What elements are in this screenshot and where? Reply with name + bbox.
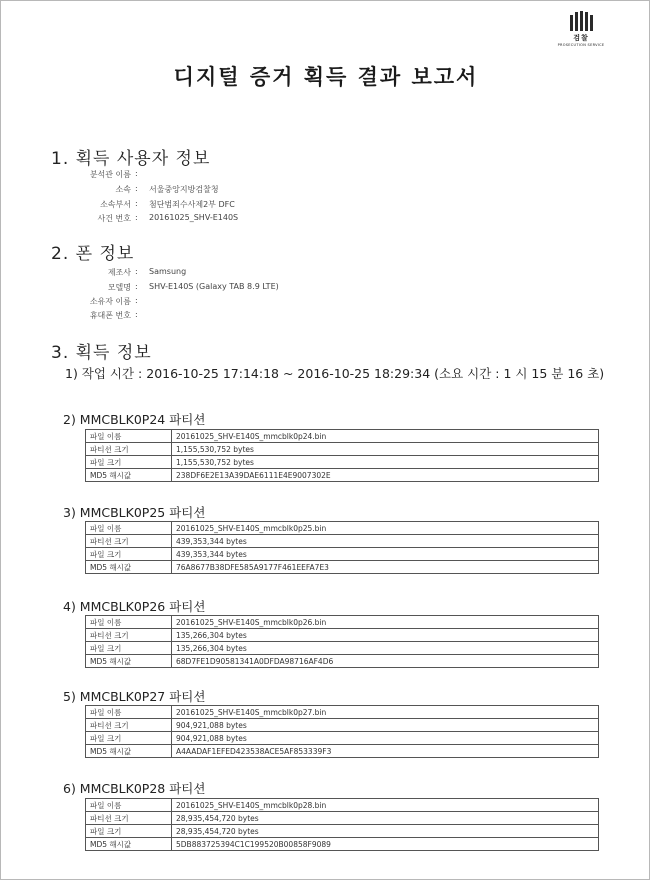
- table-label: 파일 이름: [86, 430, 172, 443]
- partition-title: 2) MMCBLK0P24 파티션: [63, 412, 206, 427]
- partition-title: 4) MMCBLK0P26 파티션: [63, 599, 206, 614]
- partition-table: [85, 705, 599, 758]
- table-value: 439,353,344 bytes: [172, 548, 599, 561]
- table-row: [86, 719, 599, 732]
- phone-info-label: 제조사: [107, 268, 131, 277]
- table-value: A4AADAF1EFED423538ACE5AF853339F3: [172, 745, 599, 758]
- table-value: 1,155,530,752 bytes: [172, 443, 599, 456]
- user-info-value: 서울중앙지방검찰청: [149, 185, 219, 194]
- work-time: 1) 작업 시간 : 2016-10-25 17:14:18 ~ 2016-10-25 18:29:34 (소요 시간 : 1 시 15 분 16 초): [65, 366, 605, 381]
- table-label: 파티션 크기: [86, 443, 172, 456]
- table-row: [86, 799, 599, 812]
- table-row: [86, 642, 599, 655]
- table-row: [86, 430, 599, 443]
- table-label: 파일 크기: [86, 548, 172, 561]
- phone-info-label: 모델명: [107, 283, 131, 292]
- table-label: 파일 이름: [86, 616, 172, 629]
- table-value: 20161025_SHV-E140S_mmcblk0p25.bin: [172, 522, 599, 535]
- table-row: [86, 838, 599, 851]
- table-value: 904,921,088 bytes: [172, 719, 599, 732]
- table-value: 20161025_SHV-E140S_mmcblk0p27.bin: [172, 706, 599, 719]
- table-label: 파일 크기: [86, 456, 172, 469]
- table-row: [86, 535, 599, 548]
- colon: :: [135, 310, 138, 319]
- table-value: 5DB883725394C1C199520B00858F9089: [172, 838, 599, 851]
- logo-subtitle: PROSECUTION SERVICE: [557, 43, 605, 47]
- table-value: 238DF6E2E13A39DAE6111E4E9007302E: [172, 469, 599, 482]
- table-value: 76A8677B38DFE585A9177F461EEFA7E3: [172, 561, 599, 574]
- colon: :: [135, 199, 138, 208]
- table-row: [86, 469, 599, 482]
- section-heading-acquisition-info: 3. 획득 정보: [51, 343, 152, 363]
- partition-table: [85, 615, 599, 668]
- report-title: 디지털 증거 획득 결과 보고서: [173, 65, 479, 89]
- user-info-label: 사건 번호: [97, 214, 131, 223]
- table-row: [86, 629, 599, 642]
- logo-name: 검찰: [573, 34, 589, 42]
- user-info-label: 소속부서: [100, 200, 131, 209]
- prosecution-logo: [557, 11, 605, 47]
- table-row: [86, 812, 599, 825]
- table-label: 파티션 크기: [86, 719, 172, 732]
- partition-title: 3) MMCBLK0P25 파티션: [63, 505, 206, 520]
- table-label: MD5 해시값: [86, 469, 172, 482]
- user-info-label: 분석관 이름: [89, 170, 131, 179]
- table-label: 파티션 크기: [86, 812, 172, 825]
- table-label: MD5 해시값: [86, 838, 172, 851]
- colon: :: [135, 184, 138, 193]
- table-row: [86, 706, 599, 719]
- table-row: [86, 655, 599, 668]
- colon: :: [135, 282, 138, 291]
- table-value: 135,266,304 bytes: [172, 642, 599, 655]
- table-value: 20161025_SHV-E140S_mmcblk0p26.bin: [172, 616, 599, 629]
- user-info-label: 소속: [115, 185, 131, 194]
- table-label: 파일 크기: [86, 732, 172, 745]
- section-heading-user-info: 1. 획득 사용자 정보: [51, 149, 211, 169]
- phone-info-label: 소유자 이름: [89, 297, 131, 306]
- logo-bars-icon: [557, 11, 605, 31]
- phone-info-value: SHV-E140S (Galaxy TAB 8.9 LTE): [149, 282, 279, 291]
- table-value: 28,935,454,720 bytes: [172, 825, 599, 838]
- table-label: MD5 해시값: [86, 745, 172, 758]
- table-value: 28,935,454,720 bytes: [172, 812, 599, 825]
- partition-title: 6) MMCBLK0P28 파티션: [63, 781, 206, 796]
- table-value: 439,353,344 bytes: [172, 535, 599, 548]
- table-row: [86, 745, 599, 758]
- table-label: MD5 해시값: [86, 655, 172, 668]
- section-heading-phone-info: 2. 폰 정보: [51, 244, 135, 264]
- table-label: MD5 해시값: [86, 561, 172, 574]
- phone-info-label: 휴대폰 번호: [89, 311, 131, 320]
- table-label: 파티션 크기: [86, 535, 172, 548]
- table-row: [86, 443, 599, 456]
- table-value: 904,921,088 bytes: [172, 732, 599, 745]
- table-label: 파일 크기: [86, 825, 172, 838]
- table-row: [86, 561, 599, 574]
- table-value: 20161025_SHV-E140S_mmcblk0p28.bin: [172, 799, 599, 812]
- table-row: [86, 825, 599, 838]
- table-label: 파일 크기: [86, 642, 172, 655]
- partition-table: [85, 429, 599, 482]
- table-label: 파일 이름: [86, 522, 172, 535]
- colon: :: [135, 213, 138, 222]
- partition-table: [85, 798, 599, 851]
- colon: :: [135, 267, 138, 276]
- table-value: 68D7FE1D90581341A0DFDA98716AF4D6: [172, 655, 599, 668]
- colon: :: [135, 169, 138, 178]
- table-row: [86, 732, 599, 745]
- partition-title: 5) MMCBLK0P27 파티션: [63, 689, 206, 704]
- table-row: [86, 616, 599, 629]
- table-value: 135,266,304 bytes: [172, 629, 599, 642]
- table-label: 파티션 크기: [86, 629, 172, 642]
- table-row: [86, 548, 599, 561]
- table-value: 20161025_SHV-E140S_mmcblk0p24.bin: [172, 430, 599, 443]
- table-label: 파일 이름: [86, 706, 172, 719]
- table-row: [86, 456, 599, 469]
- table-row: [86, 522, 599, 535]
- user-info-value: 첨단범죄수사제2부 DFC: [149, 200, 235, 209]
- table-label: 파일 이름: [86, 799, 172, 812]
- colon: :: [135, 296, 138, 305]
- table-value: 1,155,530,752 bytes: [172, 456, 599, 469]
- user-info-value: 20161025_SHV-E140S: [149, 213, 239, 222]
- phone-info-value: Samsung: [149, 267, 187, 276]
- partition-table: [85, 521, 599, 574]
